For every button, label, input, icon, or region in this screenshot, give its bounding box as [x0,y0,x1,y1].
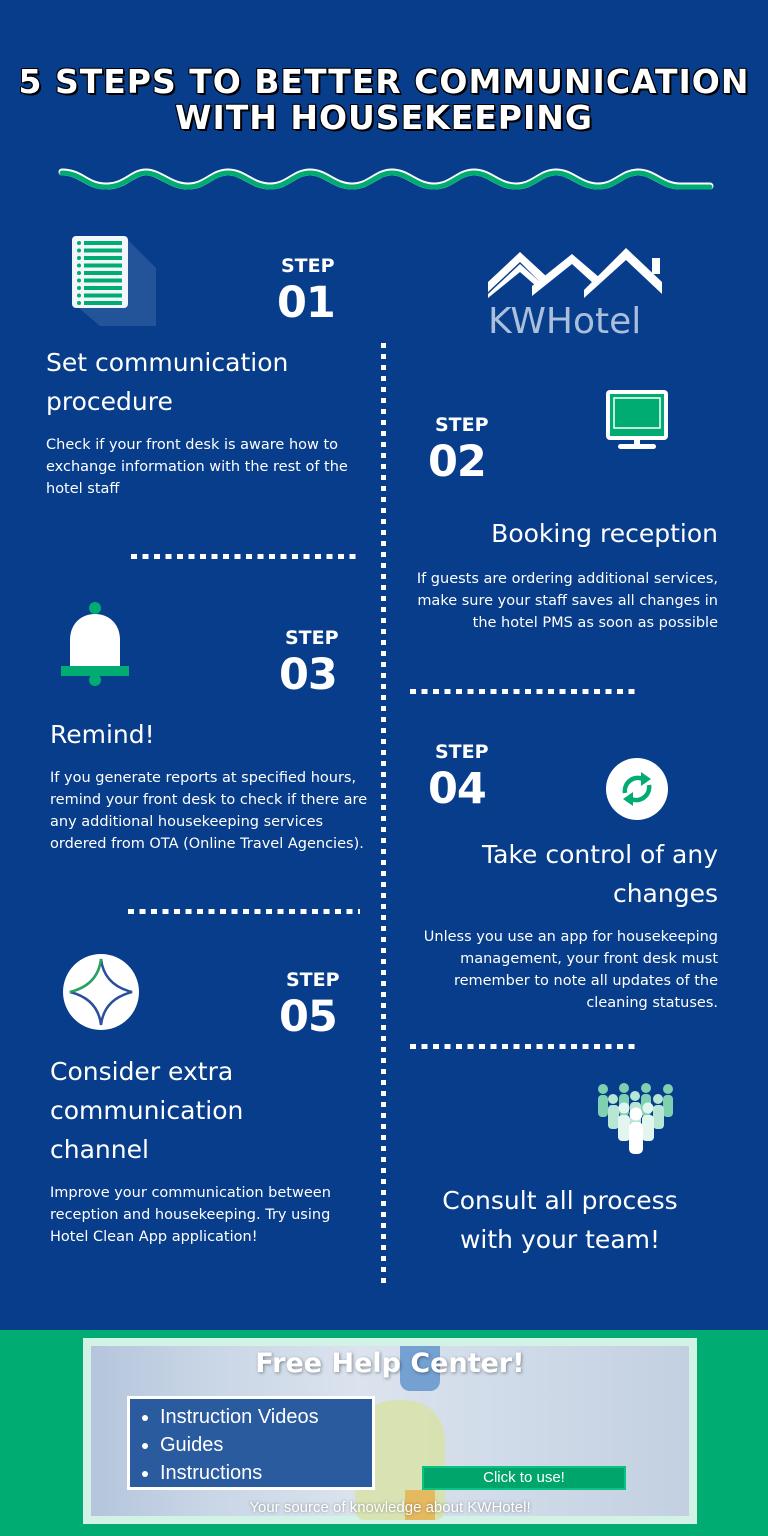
step-05-label: STEP [286,969,340,991]
step-02-number: 02 [428,437,486,487]
dotted-divider [131,554,361,559]
help-center-title: Free Help Center! [255,1348,525,1379]
list-item: • Instruction Videos [160,1403,372,1431]
step-03-heading: Remind! [50,720,155,749]
step-02-body: If guests are ordering additional services, make sure your staff saves all changes in the hotel PMS as soon as possible [416,571,718,631]
click-to-use-button[interactable]: Click to use! [422,1466,626,1490]
step-05-body: Improve your communication between reception and housekeeping. Try using Hotel Clean App application! [50,1185,331,1245]
house-roofs-icon [484,244,670,298]
list-item: • Instructions [160,1459,372,1487]
step-03-label: STEP [285,627,339,649]
title-line-2: WITH HOUSEKEEPING [175,98,593,137]
step-02-heading: Booking reception [491,519,718,548]
list-item: • Guides [160,1431,372,1459]
step-04-number: 04 [428,764,486,814]
step-01-heading: Set communication procedure [46,348,289,416]
step-04-heading: Take control of any changes [482,840,718,908]
sparkle-icon [62,953,140,1031]
center-divider [381,343,386,1288]
wave-divider [58,166,714,192]
step-05-number: 05 [279,992,337,1042]
step-01-body: Check if your front desk is aware how to exchange information with the rest of the hotel staff [46,437,348,497]
dotted-divider [410,1044,640,1049]
title-line-1: 5 STEPS TO BETTER COMMUNICATION [18,62,750,101]
document-list-icon [70,234,160,326]
team-icon [596,1082,680,1154]
step-05-heading: Consider extra communication channel [50,1057,244,1164]
bell-icon [60,602,132,688]
step-04-body: Unless you use an app for housekeeping management, your front desk must remember to note all updates of the cleaning statuses. [423,929,718,1011]
refresh-icon [605,757,669,821]
step-01-label: STEP [281,255,335,277]
team-heading: Consult all process with your team! [442,1186,678,1254]
kwhotel-logo [484,244,670,342]
step-03-number: 03 [279,650,337,700]
step-01-number: 01 [277,278,335,328]
page-title [0,64,768,136]
dotted-divider [128,909,360,914]
tagline: Your source of knowledge about KWHotel! [249,1499,531,1516]
dotted-divider [410,689,640,694]
step-04-label: STEP [435,741,489,763]
step-03-body: If you generate reports at specified hours, remind your front desk to check if there are any additional housekeeping services ordered from OTA (Online Travel Agencies). [50,770,368,852]
step-02-label: STEP [435,414,489,436]
logo-text: KWHotel [488,301,642,342]
help-resources-list [127,1396,375,1490]
monitor-icon [604,388,670,450]
